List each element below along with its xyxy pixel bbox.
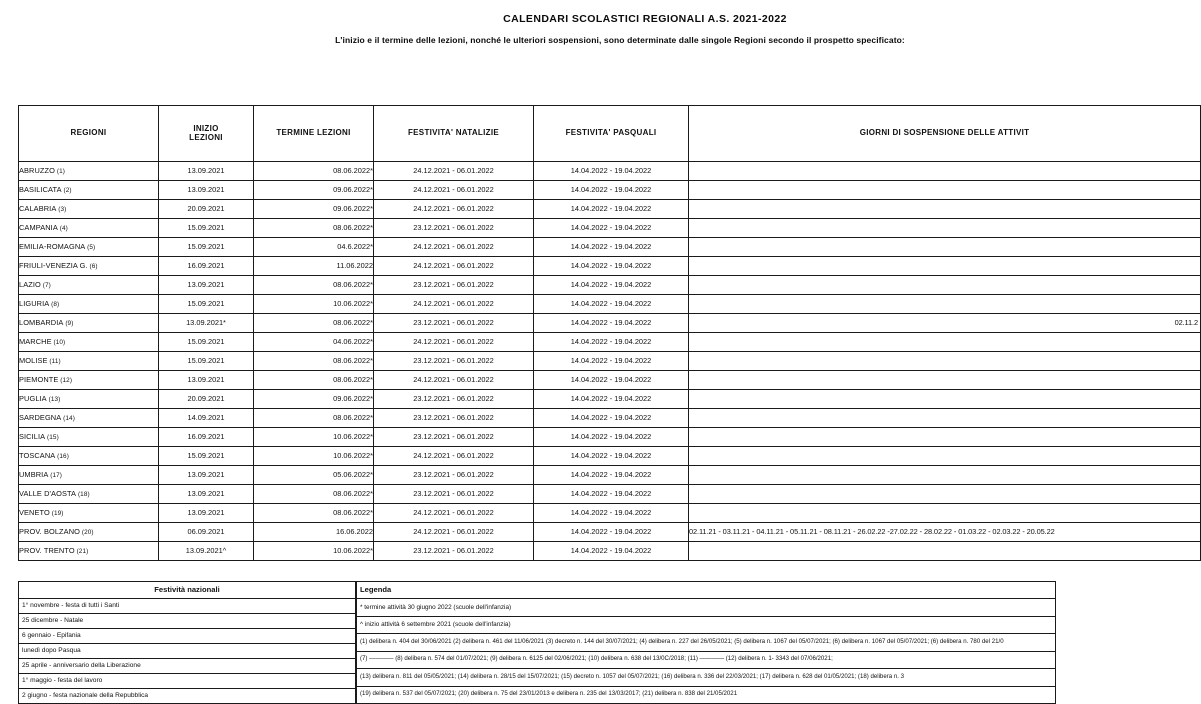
- cell-regione: [19, 276, 159, 295]
- regione-name: LAZIO: [19, 279, 41, 289]
- cell-festivita-pasquali: 14.04.2022 - 19.04.2022: [534, 542, 689, 561]
- festivita-header-label: Festività nazionali: [19, 582, 356, 599]
- legenda-reference: (19) delibera n. 537 del 05/07/2021; (20) delibera n. 75 del 23/01/2013 e delibera n. 235 del 13/03/2017; (21) delibera n. 838 del 21/05/2021: [357, 686, 1056, 704]
- table-row: [19, 162, 1201, 181]
- regione-index: (10): [51, 338, 66, 346]
- cell-festivita-natalizie: 23.12.2021 - 06.01.2022: [374, 276, 534, 295]
- cell-festivita-pasquali: 14.04.2022 - 19.04.2022: [534, 504, 689, 523]
- cell-festivita-natalizie: 24.12.2021 - 06.01.2022: [374, 181, 534, 200]
- cell-termine-lezioni: 08.06.2022*: [254, 162, 374, 181]
- regione-index: (4): [57, 224, 68, 232]
- regione-index: (12): [58, 376, 73, 384]
- table-row: [19, 428, 1201, 447]
- column-header-regioni: REGIONI: [19, 106, 159, 162]
- regione-name: TOSCANA: [19, 450, 56, 460]
- regione-index: (7): [40, 281, 51, 289]
- regione-index: (20): [80, 528, 94, 536]
- cell-termine-lezioni: 08.06.2022*: [254, 504, 374, 523]
- legenda-header: [357, 582, 1056, 599]
- festivita-item: 25 dicembre - Natale: [19, 614, 356, 629]
- legenda-reference-row: [357, 634, 1056, 652]
- cell-regione: [19, 219, 159, 238]
- legenda-reference-row: [357, 651, 1056, 669]
- legenda-reference-row: [357, 669, 1056, 687]
- cell-regione: [19, 162, 159, 181]
- cell-festivita-natalizie: 24.12.2021 - 06.01.2022: [374, 162, 534, 181]
- cell-termine-lezioni: 10.06.2022*: [254, 295, 374, 314]
- cell-festivita-pasquali: 14.04.2022 - 19.04.2022: [534, 200, 689, 219]
- regione-index: (13): [46, 395, 61, 403]
- legenda-reference: (1) delibera n. 404 del 30/06/2021 (2) delibera n. 461 del 11/06/2021 (3) decreto n. 144 del 30/07/2021; (4) delibera n. 227 del 26/05/2021; (5) delibera n. 1067 del 05/07/2021; (6) delibera n. 1067 del 05/07/2021; (6) delibera n. 780 del 21/0: [357, 634, 1056, 652]
- cell-festivita-pasquali: 14.04.2022 - 19.04.2022: [534, 428, 689, 447]
- cell-inizio-lezioni: 13.09.2021: [159, 371, 254, 390]
- festivita-nazionali-table: [18, 581, 356, 704]
- festivita-header: [19, 582, 356, 599]
- cell-inizio-lezioni: 13.09.2021: [159, 162, 254, 181]
- festivita-item: lunedì dopo Pasqua: [19, 644, 356, 659]
- cell-giorni-sospensione: [689, 542, 1201, 561]
- festivita-row: [19, 689, 356, 704]
- festivita-header-row: [19, 582, 356, 599]
- cell-regione: [19, 485, 159, 504]
- cell-regione: [19, 200, 159, 219]
- cell-festivita-pasquali: 14.04.2022 - 19.04.2022: [534, 485, 689, 504]
- cell-giorni-sospensione: [689, 447, 1201, 466]
- cell-festivita-natalizie: 24.12.2021 - 06.01.2022: [374, 238, 534, 257]
- festivita-row: [19, 599, 356, 614]
- cell-termine-lezioni: 05.06.2022*: [254, 466, 374, 485]
- regione-index: (21): [74, 547, 89, 555]
- cell-festivita-pasquali: 14.04.2022 - 19.04.2022: [534, 257, 689, 276]
- column-header-festivita-pasquali: FESTIVITA' PASQUALI: [534, 106, 689, 162]
- regione-name: MARCHE: [19, 336, 52, 346]
- cell-termine-lezioni: 16.06.2022: [254, 523, 374, 542]
- regione-name: ABRUZZO: [19, 165, 56, 175]
- cell-regione: [19, 314, 159, 333]
- table-row: [19, 371, 1201, 390]
- cell-regione: [19, 181, 159, 200]
- cell-inizio-lezioni: 13.09.2021: [159, 485, 254, 504]
- cell-festivita-natalizie: 23.12.2021 - 06.01.2022: [374, 352, 534, 371]
- cell-termine-lezioni: 04.6.2022*: [254, 238, 374, 257]
- regione-name: PIEMONTE: [19, 374, 59, 384]
- cell-festivita-natalizie: 24.12.2021 - 06.01.2022: [374, 257, 534, 276]
- cell-termine-lezioni: 09.06.2022*: [254, 200, 374, 219]
- cell-giorni-sospensione: [689, 162, 1201, 181]
- cell-termine-lezioni: 09.06.2022*: [254, 390, 374, 409]
- legenda-note-row: [357, 599, 1056, 617]
- cell-inizio-lezioni: 15.09.2021: [159, 333, 254, 352]
- regione-name: EMILIA-ROMAGNA: [19, 241, 86, 251]
- regione-name: LIGURIA: [19, 298, 50, 308]
- footer-tables-container: [18, 581, 1201, 704]
- cell-giorni-sospensione: [689, 466, 1201, 485]
- table-row: [19, 409, 1201, 428]
- festivita-item: 25 aprile - anniversario della Liberazione: [19, 659, 356, 674]
- cell-giorni-sospensione: [689, 257, 1201, 276]
- festivita-row: [19, 674, 356, 689]
- calendar-table: [18, 105, 1201, 561]
- cell-termine-lezioni: 08.06.2022*: [254, 314, 374, 333]
- column-header-giorni-sospensione: GIORNI DI SOSPENSIONE DELLE ATTIVIT: [689, 106, 1201, 162]
- cell-giorni-sospensione: [689, 276, 1201, 295]
- table-row: [19, 333, 1201, 352]
- regione-name: BASILICATA: [19, 184, 62, 194]
- table-row: [19, 314, 1201, 333]
- legenda-reference: (13) delibera n. 811 del 05/05/2021; (14) delibera n. 28/15 del 15/07/2021; (15) decreto n. 1057 del 05/07/2021; (16) delibera n. 336 del 22/03/2021; (17) delibera n. 628 del 01/05/2021; (18) delibera n. 3: [357, 669, 1056, 687]
- table-row: [19, 200, 1201, 219]
- cell-regione: [19, 447, 159, 466]
- cell-festivita-natalizie: 23.12.2021 - 06.01.2022: [374, 466, 534, 485]
- table-row: [19, 352, 1201, 371]
- regione-index: (6): [87, 262, 98, 270]
- regione-name: PUGLIA: [19, 393, 47, 403]
- regione-index: (15): [45, 433, 59, 441]
- regione-name: VENETO: [19, 507, 50, 517]
- cell-regione: [19, 523, 159, 542]
- cell-inizio-lezioni: 14.09.2021: [159, 409, 254, 428]
- cell-regione: [19, 371, 159, 390]
- cell-inizio-lezioni: 15.09.2021: [159, 295, 254, 314]
- cell-inizio-lezioni: 13.09.2021^: [159, 542, 254, 561]
- cell-giorni-sospensione: [689, 390, 1201, 409]
- table-row: [19, 523, 1201, 542]
- cell-inizio-lezioni: 20.09.2021: [159, 390, 254, 409]
- cell-termine-lezioni: 10.06.2022*: [254, 542, 374, 561]
- cell-regione: [19, 295, 159, 314]
- cell-giorni-sospensione: [689, 504, 1201, 523]
- legenda-table: [356, 581, 1056, 704]
- cell-festivita-natalizie: 24.12.2021 - 06.01.2022: [374, 447, 534, 466]
- cell-inizio-lezioni: 20.09.2021: [159, 200, 254, 219]
- regione-index: (19): [49, 509, 64, 517]
- cell-festivita-pasquali: 14.04.2022 - 19.04.2022: [534, 276, 689, 295]
- cell-festivita-pasquali: 14.04.2022 - 19.04.2022: [534, 181, 689, 200]
- regione-index: (8): [49, 300, 60, 308]
- cell-festivita-pasquali: 14.04.2022 - 19.04.2022: [534, 466, 689, 485]
- legenda-header-row: [357, 582, 1056, 599]
- regione-index: (16): [55, 452, 69, 460]
- regione-name: UMBRIA: [19, 469, 49, 479]
- cell-giorni-sospensione: [689, 295, 1201, 314]
- legenda-reference: (7) ———— (8) delibera n. 574 del 01/07/2021; (9) delibera n. 6125 del 02/06/2021; (10) delibera n. 638 del 13/0C/2018; (11) ———— (12) delibera n. 1- 3343 del 07/06/2021;: [357, 651, 1056, 669]
- regione-name: FRIULI-VENEZIA G.: [19, 260, 88, 270]
- table-row: [19, 466, 1201, 485]
- cell-inizio-lezioni: 16.09.2021: [159, 428, 254, 447]
- cell-regione: [19, 390, 159, 409]
- cell-festivita-natalizie: 24.12.2021 - 06.01.2022: [374, 333, 534, 352]
- cell-festivita-natalizie: 24.12.2021 - 06.01.2022: [374, 295, 534, 314]
- cell-festivita-natalizie: 23.12.2021 - 06.01.2022: [374, 390, 534, 409]
- table-row: [19, 542, 1201, 561]
- cell-regione: [19, 409, 159, 428]
- regione-name: CAMPANIA: [19, 222, 58, 232]
- inizio-line1: INIZIO: [193, 124, 219, 134]
- column-header-termine-lezioni: TERMINE LEZIONI: [254, 106, 374, 162]
- cell-festivita-natalizie: 23.12.2021 - 06.01.2022: [374, 542, 534, 561]
- cell-festivita-pasquali: 14.04.2022 - 19.04.2022: [534, 314, 689, 333]
- cell-inizio-lezioni: 15.09.2021: [159, 238, 254, 257]
- cell-festivita-pasquali: 14.04.2022 - 19.04.2022: [534, 219, 689, 238]
- regione-index: (14): [61, 414, 75, 422]
- cell-festivita-pasquali: 14.04.2022 - 19.04.2022: [534, 295, 689, 314]
- table-row: [19, 238, 1201, 257]
- cell-festivita-natalizie: 23.12.2021 - 06.01.2022: [374, 219, 534, 238]
- table-header-row: [19, 106, 1201, 162]
- cell-inizio-lezioni: 06.09.2021: [159, 523, 254, 542]
- regione-name: CALABRIA: [19, 203, 57, 213]
- calendar-table-container: [18, 105, 1201, 561]
- cell-regione: [19, 352, 159, 371]
- cell-festivita-pasquali: 14.04.2022 - 19.04.2022: [534, 352, 689, 371]
- festivita-row: [19, 659, 356, 674]
- cell-festivita-pasquali: 14.04.2022 - 19.04.2022: [534, 523, 689, 542]
- regione-name: SICILIA: [19, 431, 46, 441]
- table-row: [19, 219, 1201, 238]
- cell-festivita-pasquali: 14.04.2022 - 19.04.2022: [534, 390, 689, 409]
- table-row: [19, 295, 1201, 314]
- regione-index: (17): [48, 471, 62, 479]
- cell-termine-lezioni: 08.06.2022*: [254, 219, 374, 238]
- regione-index: (3): [56, 205, 67, 213]
- table-row: [19, 390, 1201, 409]
- legenda-note: * termine attività 30 giugno 2022 (scuole dell'infanzia): [357, 599, 1056, 617]
- table-header: [19, 106, 1201, 162]
- cell-festivita-natalizie: 24.12.2021 - 06.01.2022: [374, 523, 534, 542]
- regione-name: SARDEGNA: [19, 412, 62, 422]
- cell-termine-lezioni: 10.06.2022*: [254, 428, 374, 447]
- cell-inizio-lezioni: 13.09.2021*: [159, 314, 254, 333]
- cell-termine-lezioni: 08.06.2022*: [254, 409, 374, 428]
- legenda-note: ^ inizio attività 6 settembre 2021 (scuole dell'infanzia): [357, 616, 1056, 634]
- festivita-item: 1° novembre - festa di tutti i Santi: [19, 599, 356, 614]
- cell-festivita-pasquali: 14.04.2022 - 19.04.2022: [534, 371, 689, 390]
- cell-giorni-sospensione: [689, 428, 1201, 447]
- cell-termine-lezioni: 08.06.2022*: [254, 485, 374, 504]
- cell-giorni-sospensione: [689, 371, 1201, 390]
- document-page: [0, 13, 1200, 698]
- cell-festivita-natalizie: 24.12.2021 - 06.01.2022: [374, 200, 534, 219]
- cell-termine-lezioni: 08.06.2022*: [254, 352, 374, 371]
- legenda-body: [357, 599, 1056, 704]
- festivita-row: [19, 644, 356, 659]
- regione-name: PROV. TRENTO: [19, 545, 75, 555]
- cell-regione: [19, 428, 159, 447]
- regione-index: (18): [76, 490, 90, 498]
- festivita-item: 2 giugno - festa nazionale della Repubblica: [19, 689, 356, 704]
- cell-festivita-pasquali: 14.04.2022 - 19.04.2022: [534, 238, 689, 257]
- festivita-item: 1° maggio - festa del lavoro: [19, 674, 356, 689]
- legenda-note-row: [357, 616, 1056, 634]
- festivita-item: 6 gennaio - Epifania: [19, 629, 356, 644]
- cell-giorni-sospensione: [689, 485, 1201, 504]
- cell-festivita-natalizie: 23.12.2021 - 06.01.2022: [374, 409, 534, 428]
- regione-index: (9): [63, 319, 74, 327]
- cell-inizio-lezioni: 13.09.2021: [159, 181, 254, 200]
- festivita-body: [19, 599, 356, 704]
- cell-inizio-lezioni: 15.09.2021: [159, 352, 254, 371]
- table-row: [19, 447, 1201, 466]
- cell-festivita-pasquali: 14.04.2022 - 19.04.2022: [534, 447, 689, 466]
- cell-festivita-natalizie: 23.12.2021 - 06.01.2022: [374, 314, 534, 333]
- cell-termine-lezioni: 08.06.2022*: [254, 371, 374, 390]
- cell-termine-lezioni: 08.06.2022*: [254, 276, 374, 295]
- cell-giorni-sospensione: [689, 409, 1201, 428]
- cell-festivita-natalizie: 24.12.2021 - 06.01.2022: [374, 504, 534, 523]
- cell-regione: [19, 504, 159, 523]
- cell-festivita-natalizie: 23.12.2021 - 06.01.2022: [374, 485, 534, 504]
- cell-termine-lezioni: 11.06.2022: [254, 257, 374, 276]
- cell-termine-lezioni: 09.06.2022*: [254, 181, 374, 200]
- cell-regione: [19, 238, 159, 257]
- table-row: [19, 257, 1201, 276]
- cell-festivita-pasquali: 14.04.2022 - 19.04.2022: [534, 162, 689, 181]
- regione-name: LOMBARDIA: [19, 317, 64, 327]
- festivita-row: [19, 629, 356, 644]
- cell-giorni-sospensione: [689, 181, 1201, 200]
- page-subtitle: L'inizio e il termine delle lezioni, nonché le ulteriori sospensioni, sono determinate dalle singole Regioni secondo il prospetto specificato:: [335, 35, 905, 45]
- cell-giorni-sospensione: [689, 200, 1201, 219]
- regione-name: VALLE D'AOSTA: [19, 488, 77, 498]
- cell-giorni-sospensione: 02.11.21 - 03.11.21 - 04.11.21 - 05.11.21 - 08.11.21 - 26.02.22 -27.02.22 - 28.02.22 - 01.03.22 - 02.03.22 - 20.05.22: [689, 523, 1201, 542]
- cell-festivita-pasquali: 14.04.2022 - 19.04.2022: [534, 409, 689, 428]
- regione-index: (5): [85, 243, 96, 251]
- cell-festivita-natalizie: 23.12.2021 - 06.01.2022: [374, 428, 534, 447]
- cell-inizio-lezioni: 15.09.2021: [159, 219, 254, 238]
- cell-giorni-sospensione: [689, 238, 1201, 257]
- cell-festivita-pasquali: 14.04.2022 - 19.04.2022: [534, 333, 689, 352]
- cell-inizio-lezioni: 13.09.2021: [159, 466, 254, 485]
- table-row: [19, 504, 1201, 523]
- cell-inizio-lezioni: 13.09.2021: [159, 276, 254, 295]
- page-title: CALENDARI SCOLASTICI REGIONALI A.S. 2021-2022: [503, 13, 787, 25]
- cell-regione: [19, 542, 159, 561]
- cell-giorni-sospensione: [689, 352, 1201, 371]
- column-header-inizio-lezioni: [159, 106, 254, 162]
- table-row: [19, 181, 1201, 200]
- legenda-header-label: Legenda: [357, 582, 1056, 599]
- regione-name: MOLISE: [19, 355, 48, 365]
- column-header-festivita-natalizie: FESTIVITA' NATALIZIE: [374, 106, 534, 162]
- regione-index: (2): [61, 186, 72, 194]
- table-row: [19, 485, 1201, 504]
- regione-name: PROV. BOLZANO: [19, 526, 80, 536]
- regione-index: (11): [47, 357, 61, 365]
- cell-giorni-sospensione: [689, 219, 1201, 238]
- regione-index: (1): [55, 167, 66, 175]
- cell-termine-lezioni: 04.06.2022*: [254, 333, 374, 352]
- cell-inizio-lezioni: 15.09.2021: [159, 447, 254, 466]
- cell-inizio-lezioni: 16.09.2021: [159, 257, 254, 276]
- cell-inizio-lezioni: 13.09.2021: [159, 504, 254, 523]
- cell-regione: [19, 466, 159, 485]
- cell-regione: [19, 257, 159, 276]
- festivita-row: [19, 614, 356, 629]
- table-row: [19, 276, 1201, 295]
- cell-regione: [19, 333, 159, 352]
- cell-festivita-natalizie: 24.12.2021 - 06.01.2022: [374, 371, 534, 390]
- cell-giorni-sospensione: [689, 333, 1201, 352]
- cell-giorni-sospensione: 02.11.2: [689, 314, 1201, 333]
- legenda-reference-row: [357, 686, 1056, 704]
- table-body: [19, 162, 1201, 561]
- inizio-line2: LEZIONI: [189, 132, 223, 142]
- cell-termine-lezioni: 10.06.2022*: [254, 447, 374, 466]
